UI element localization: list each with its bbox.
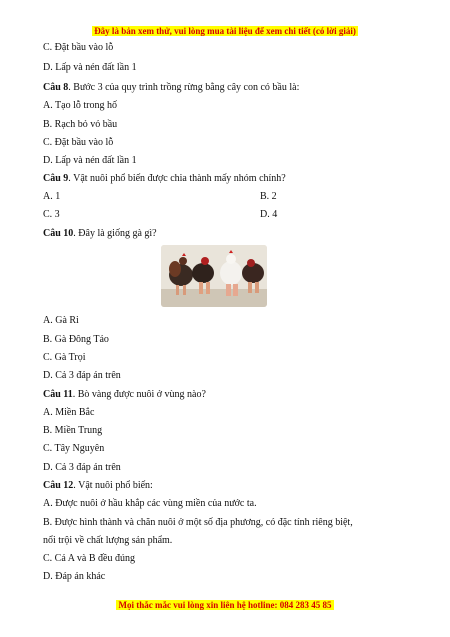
question-10 [43, 228, 157, 240]
option-line: A. Tạo lỗ trong hố [43, 100, 117, 111]
question-text: . Vật nuôi phổ biến: [73, 480, 153, 491]
option-line: A. Gà Ri [43, 315, 79, 326]
option-line: C. Gà Trọi [43, 352, 86, 363]
option-line: C. Đặt bầu vào lỗ [43, 42, 114, 53]
option-line: D. Lấp và nén đất lần 1 [43, 62, 137, 73]
question-label: Câu 11 [43, 389, 73, 400]
option-line: D. Lấp và nén đất lần 1 [43, 155, 137, 166]
question-8 [43, 82, 299, 94]
option-line: A. Được nuôi ở hầu khắp các vùng miền của nước ta. [43, 498, 257, 509]
question-label: Câu 8 [43, 82, 69, 93]
option-line: B. Rạch bỏ vỏ bầu [43, 119, 118, 130]
option-line: C. 3 [43, 209, 60, 220]
option-line: A. Miền Bắc [43, 407, 95, 418]
question-11 [43, 389, 206, 401]
question-label: Câu 10 [43, 228, 74, 239]
question-9 [43, 173, 286, 185]
option-line: B. Gà Đông Tảo [43, 334, 109, 345]
option-line: A. 1 [43, 191, 61, 202]
question-12 [43, 480, 153, 492]
question-text: . Bò vàng được nuôi ở vùng nào? [72, 389, 206, 400]
option-line: D. Cả 3 đáp án trên [43, 462, 121, 473]
preview-notice-text: Đây là bản xem thử, vui lòng mua tài liệu để xem chi tiết (có lời giải) [94, 26, 356, 36]
question-label: Câu 9 [43, 173, 69, 184]
preview-notice-banner [0, 26, 450, 36]
option-line: D. 4 [260, 209, 278, 220]
hotline-text: Mọi thắc mắc vui lòng xin liên hệ hotline: 084 283 45 85 [118, 600, 332, 610]
hotline-banner [0, 600, 450, 610]
option-line: B. Được hình thành và chăn nuôi ở một số địa phương, có đặc tính riêng biệt, [43, 517, 353, 528]
question-label: Câu 12 [43, 480, 74, 491]
question-text: . Đây là giống gà gì? [73, 228, 157, 239]
option-line: C. Đặt bầu vào lỗ [43, 137, 114, 148]
chicken-breed-photo [161, 245, 267, 307]
option-line: D. Đáp án khác [43, 571, 106, 582]
option-line: D. Cả 3 đáp án trên [43, 370, 121, 381]
option-line: nổi trội về chất lượng sản phẩm. [43, 535, 173, 546]
option-line: B. Miền Trung [43, 425, 103, 436]
question-text: . Bước 3 của quy trình trồng rừng bằng cây con có bầu là: [68, 82, 300, 93]
option-line: C. Tây Nguyên [43, 443, 105, 454]
question-text: . Vật nuôi phổ biến được chia thành mấy nhóm chính? [68, 173, 286, 184]
option-line: B. 2 [260, 191, 277, 202]
option-line: C. Cả A và B đều đúng [43, 553, 135, 564]
